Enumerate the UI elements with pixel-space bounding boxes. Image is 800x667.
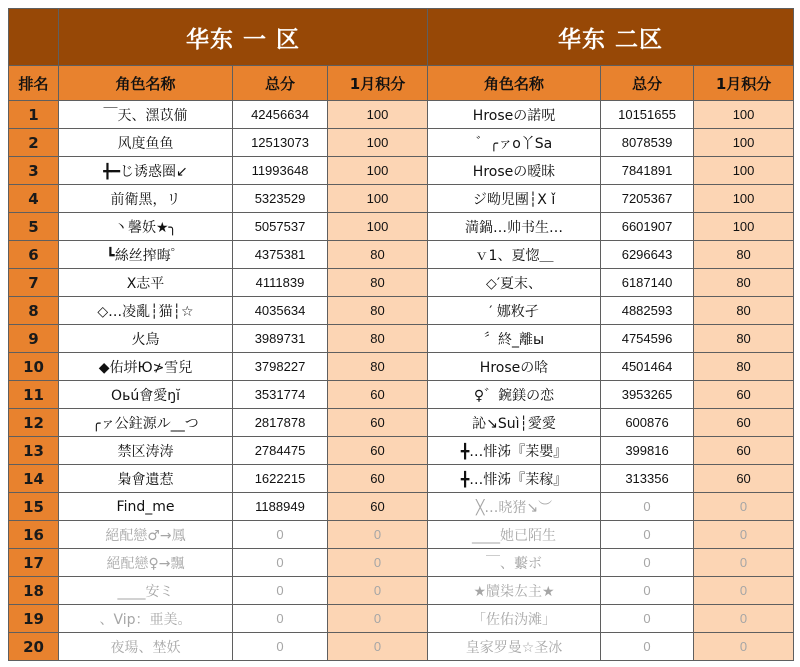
zone2-january-points: 80 <box>694 269 794 297</box>
zone2-january-points: 0 <box>694 521 794 549</box>
table-row <box>9 297 794 325</box>
rank-cell: 19 <box>9 605 59 633</box>
ranking-table <box>8 8 794 661</box>
zone2-january-points: 0 <box>694 605 794 633</box>
table-row <box>9 269 794 297</box>
zone1-character-name: 禁区涛涛 <box>59 437 233 465</box>
zone2-character-name: ╋…悱泲『苿稼』 <box>428 465 601 493</box>
zone2-total-score: 0 <box>601 633 694 661</box>
zone1-total-score: 42456634 <box>233 101 328 129</box>
column-header-row <box>9 66 794 101</box>
zone1-january-points: 0 <box>328 633 428 661</box>
zone1-january-points: 0 <box>328 521 428 549</box>
rank-cell: 3 <box>9 157 59 185</box>
zone1-character-name: 风度鱼鱼 <box>59 129 233 157</box>
zone1-total-score: 3989731 <box>233 325 328 353</box>
zone1-character-name: X志平 <box>59 269 233 297</box>
zone1-january-points: 60 <box>328 437 428 465</box>
zone1-character-name: Find_me <box>59 493 233 521</box>
rank-cell: 16 <box>9 521 59 549</box>
zone1-january-points: 60 <box>328 409 428 437</box>
rank-cell: 9 <box>9 325 59 353</box>
zone2-total-score: 0 <box>601 577 694 605</box>
table-row <box>9 437 794 465</box>
zone1-total-score: 0 <box>233 521 328 549</box>
zone1-january-points: 0 <box>328 605 428 633</box>
rank-cell: 17 <box>9 549 59 577</box>
zone1-january-points: 60 <box>328 465 428 493</box>
zone2-total-score: 313356 <box>601 465 694 493</box>
zone2-total-score: 6187140 <box>601 269 694 297</box>
zone1-character-name: 夜瑒、埜妖 <box>59 633 233 661</box>
zone2-january-points: 0 <box>694 633 794 661</box>
zone2-total-score: 6296643 <box>601 241 694 269</box>
rank-cell: 10 <box>9 353 59 381</box>
zone1-january-points: 80 <box>328 353 428 381</box>
zone1-character-name: 丶馨妖★╮ <box>59 213 233 241</box>
zone1-january-points: 60 <box>328 493 428 521</box>
rank-cell: 15 <box>9 493 59 521</box>
zone2-character-name: ____她已陌生 <box>428 521 601 549</box>
table-row <box>9 521 794 549</box>
rank-cell: 4 <box>9 185 59 213</box>
zone2-january-points: 0 <box>694 577 794 605</box>
zone2-total-score: 8078539 <box>601 129 694 157</box>
zone2-total-score: 10151655 <box>601 101 694 129</box>
zone2-total-score: 7841891 <box>601 157 694 185</box>
rank-cell: 13 <box>9 437 59 465</box>
zone2-character-name: ′ 娜敉孑 <box>428 297 601 325</box>
zone-header-row <box>9 9 794 66</box>
zone1-character-name: ╋━じ诱惑圈↙ <box>59 157 233 185</box>
zone1-january-points: 100 <box>328 157 428 185</box>
zone1-total-score: 4035634 <box>233 297 328 325</box>
zone1-total-score: 0 <box>233 633 328 661</box>
zone1-total-score: 3531774 <box>233 381 328 409</box>
zone2-january-points: 100 <box>694 185 794 213</box>
table-row <box>9 157 794 185</box>
zone2-character-name: ｖ1、夏惚＿ <box>428 241 601 269</box>
zone2-january-points: 0 <box>694 549 794 577</box>
rank-cell: 2 <box>9 129 59 157</box>
zone2-january-points: 100 <box>694 129 794 157</box>
zone2-total-score: 399816 <box>601 437 694 465</box>
table-row <box>9 493 794 521</box>
zone1-january-points: 100 <box>328 129 428 157</box>
zone1-total-score: 12513073 <box>233 129 328 157</box>
table-row <box>9 101 794 129</box>
zone2-january-points: 80 <box>694 325 794 353</box>
zone2-character-name: ￣、蘻ボ <box>428 549 601 577</box>
zone1-total-score: 1622215 <box>233 465 328 493</box>
zone1-january-points: 80 <box>328 325 428 353</box>
zone1-total-score: 5323529 <box>233 185 328 213</box>
zone1-january-points: 80 <box>328 269 428 297</box>
zone1-character-name: ╭ァ公鉒源ル__つ <box>59 409 233 437</box>
zone2-total-score: 7205367 <box>601 185 694 213</box>
zone1-character-name: ￣天、潶苡偂 <box>59 101 233 129</box>
zone1-january-points: 0 <box>328 577 428 605</box>
zone1-character-name: ◆佑垪Ю≯雪兒 <box>59 353 233 381</box>
zone1-total-score: 11993648 <box>233 157 328 185</box>
zone2-character-name: Hroseの暧昧 <box>428 157 601 185</box>
zone1-character-name: ____安ミ <box>59 577 233 605</box>
zone1-title: 华东 一 区 <box>59 9 428 66</box>
zone2-total-score: 0 <box>601 549 694 577</box>
zone2-character-name: ゛╭ァo丫Sa <box>428 129 601 157</box>
zone1-character-name: ◇…凌亂┆猫┆☆ <box>59 297 233 325</box>
zone2-january-points: 100 <box>694 213 794 241</box>
table-row <box>9 549 794 577</box>
zone1-total-score: 2784475 <box>233 437 328 465</box>
zone2-total-score: 4501464 <box>601 353 694 381</box>
rank-cell: 11 <box>9 381 59 409</box>
zone2-total-score: 4754596 <box>601 325 694 353</box>
zone2-january-points: 100 <box>694 101 794 129</box>
rank-cell: 5 <box>9 213 59 241</box>
table-row <box>9 213 794 241</box>
rank-header: 排名 <box>9 66 59 101</box>
zone2-total-score: 6601907 <box>601 213 694 241</box>
zone2-january-points: 80 <box>694 241 794 269</box>
zone1-total-header: 总分 <box>233 66 328 101</box>
zone1-january-points: 80 <box>328 241 428 269</box>
table-row <box>9 605 794 633</box>
zone2-character-name: Hroseの唅 <box>428 353 601 381</box>
zone1-character-name: Oьú會愛ŋĭ <box>59 381 233 409</box>
zone1-character-name: 絕配戀♀→飄 <box>59 549 233 577</box>
zone1-total-score: 0 <box>233 605 328 633</box>
zone1-january-points: 100 <box>328 185 428 213</box>
zone1-total-score: 5057537 <box>233 213 328 241</box>
table-row <box>9 409 794 437</box>
zone1-total-score: 2817878 <box>233 409 328 437</box>
rank-cell: 1 <box>9 101 59 129</box>
table-row <box>9 465 794 493</box>
zone1-character-name: 梟會遺惹 <box>59 465 233 493</box>
zone2-character-name: ジ呦児團┆Χ ǐ <box>428 185 601 213</box>
zone2-total-score: 3953265 <box>601 381 694 409</box>
corner-cell <box>9 9 59 66</box>
zone2-character-name: ★牘柒厷主★ <box>428 577 601 605</box>
table-row <box>9 129 794 157</box>
zone1-character-name: 前衛黑，リ <box>59 185 233 213</box>
table-row <box>9 577 794 605</box>
zone2-character-name: ╳…晓猪↘︶ <box>428 493 601 521</box>
rank-cell: 18 <box>9 577 59 605</box>
zone2-character-name: 満鍋…帅书生… <box>428 213 601 241</box>
table-row <box>9 381 794 409</box>
zone2-january-points: 60 <box>694 381 794 409</box>
rank-cell: 7 <box>9 269 59 297</box>
zone2-character-name: ◇′夏末、 <box>428 269 601 297</box>
table-row <box>9 633 794 661</box>
zone1-january-points: 100 <box>328 213 428 241</box>
zone2-character-name: 訫↘Suì┆愛愛 <box>428 409 601 437</box>
zone2-total-score: 0 <box>601 493 694 521</box>
zone1-total-score: 4375381 <box>233 241 328 269</box>
zone2-title: 华东 二区 <box>428 9 794 66</box>
zone2-name-header: 角色名称 <box>428 66 601 101</box>
zone1-total-score: 1188949 <box>233 493 328 521</box>
zone2-january-points: 60 <box>694 409 794 437</box>
zone2-total-score: 4882593 <box>601 297 694 325</box>
zone1-total-score: 0 <box>233 577 328 605</box>
table-row <box>9 353 794 381</box>
zone2-character-name: 〞終_離ы <box>428 325 601 353</box>
zone1-character-name: 火鳥 <box>59 325 233 353</box>
zone2-january-points: 0 <box>694 493 794 521</box>
zone1-january-points: 80 <box>328 297 428 325</box>
zone2-character-name: 「佐佑沩滩」 <box>428 605 601 633</box>
zone2-character-name: ╋…悱泲『苿嬰』 <box>428 437 601 465</box>
zone2-january-points: 60 <box>694 437 794 465</box>
zone2-character-name: ♀゛鋺鎂の恋 <box>428 381 601 409</box>
zone2-character-name: Hroseの諾呪 <box>428 101 601 129</box>
zone1-january-points: 0 <box>328 549 428 577</box>
zone2-monthly-header: 1月积分 <box>694 66 794 101</box>
table-row <box>9 325 794 353</box>
table-row <box>9 241 794 269</box>
zone1-january-points: 60 <box>328 381 428 409</box>
zone2-january-points: 100 <box>694 157 794 185</box>
zone2-total-score: 0 <box>601 521 694 549</box>
rank-cell: 8 <box>9 297 59 325</box>
rank-cell: 12 <box>9 409 59 437</box>
zone2-january-points: 80 <box>694 353 794 381</box>
zone2-total-score: 0 <box>601 605 694 633</box>
zone1-name-header: 角色名称 <box>59 66 233 101</box>
zone2-character-name: 皇家罗曼☆圣冰 <box>428 633 601 661</box>
zone1-total-score: 0 <box>233 549 328 577</box>
zone1-monthly-header: 1月积分 <box>328 66 428 101</box>
zone1-character-name: 絕配戀♂→鳳 <box>59 521 233 549</box>
table-row <box>9 185 794 213</box>
rank-cell: 14 <box>9 465 59 493</box>
zone1-character-name: ┗絲丝搾晦゜ <box>59 241 233 269</box>
zone2-january-points: 60 <box>694 465 794 493</box>
zone2-january-points: 80 <box>694 297 794 325</box>
rank-cell: 20 <box>9 633 59 661</box>
zone1-character-name: 、Vip：亜美。 <box>59 605 233 633</box>
zone2-total-header: 总分 <box>601 66 694 101</box>
zone1-january-points: 100 <box>328 101 428 129</box>
zone1-total-score: 3798227 <box>233 353 328 381</box>
zone1-total-score: 4111839 <box>233 269 328 297</box>
rank-cell: 6 <box>9 241 59 269</box>
zone2-total-score: 600876 <box>601 409 694 437</box>
